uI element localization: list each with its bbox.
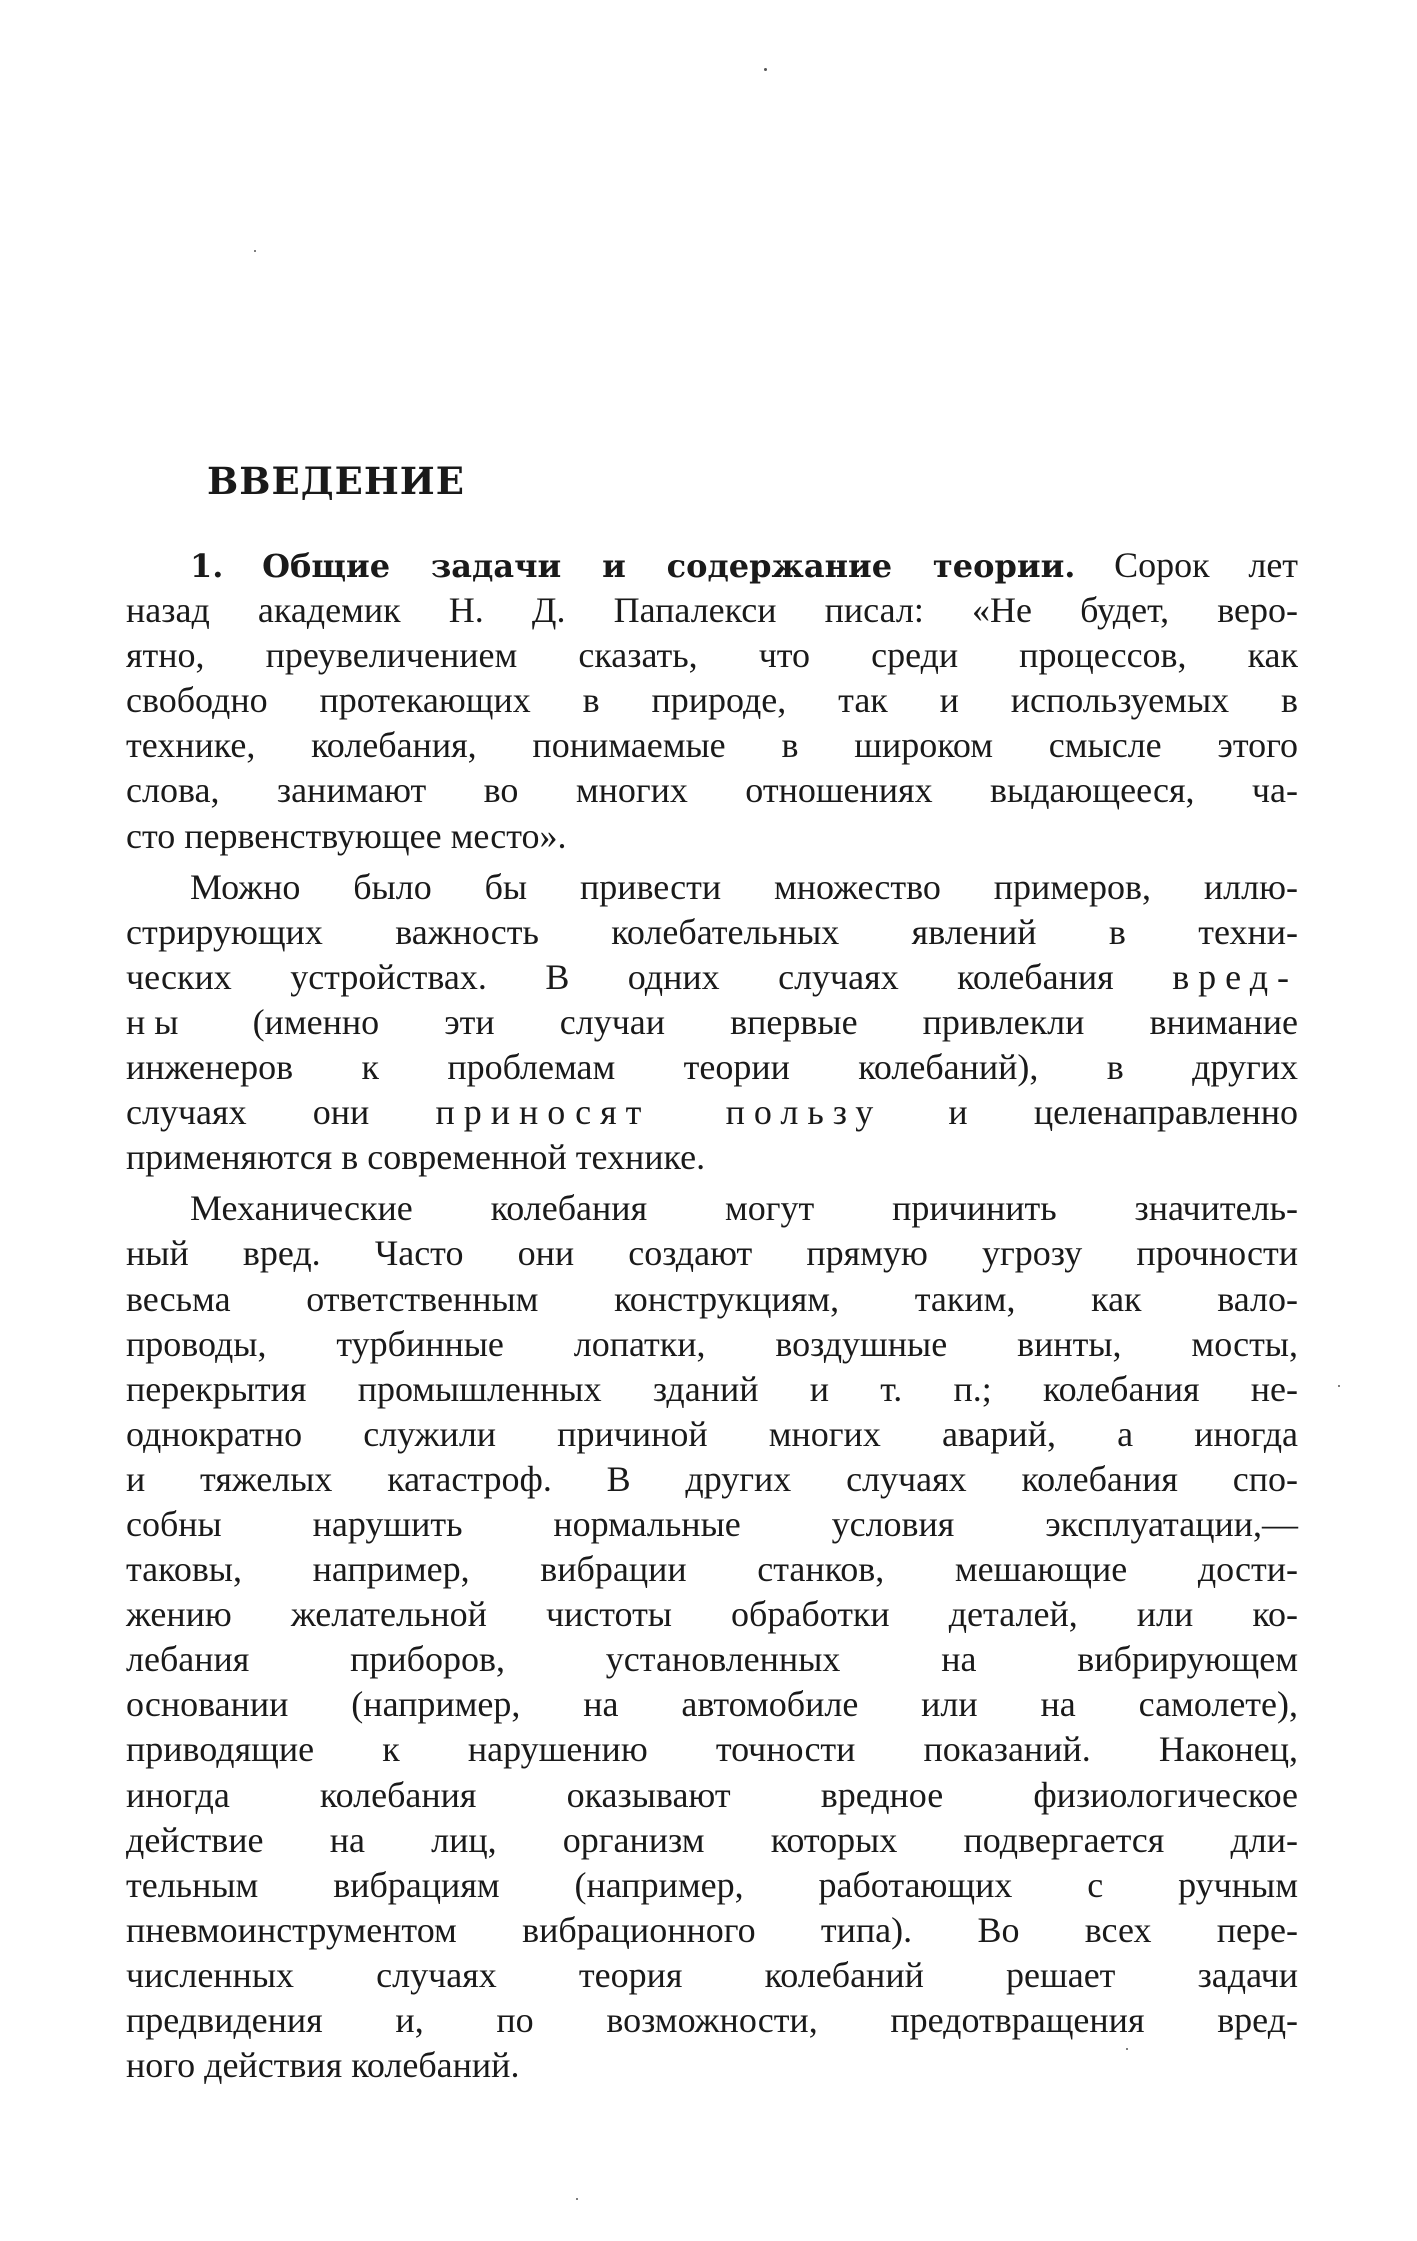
emphasis-harmful-cont: ны (126, 1001, 188, 1042)
text-line: тельным вибрациям (например, работающих с ручным (126, 1864, 1298, 1905)
text-line: инженеров к проблемам теории колебаний), в других (126, 1047, 1298, 1088)
text-line (126, 543, 1298, 588)
text-line: и тяжелых катастроф. В других случаях колебания спо- (126, 1458, 1298, 1499)
emphasis-harmful: вред- (1172, 956, 1298, 997)
text-line: стрирующих важность колебательных явлений в техни- (126, 911, 1298, 952)
text-line: свободно протекающих в природе, так и используемых в (126, 680, 1298, 721)
text-line: Механические колебания могут причинить значитель- (190, 1188, 1298, 1229)
paragraph-3 (126, 1186, 1298, 2088)
text-line: перекрытия промышленных зданий и т. п.; колебания не- (126, 1368, 1298, 1409)
text-line: приводящие к нарушению точности показаний. Наконец, (126, 1729, 1298, 1770)
text-fragment: и целенаправленно (948, 1092, 1299, 1133)
text-line: действие на лиц, организм которых подвергается дли- (126, 1819, 1298, 1860)
section-title: Общие задачи и содержание теории. (262, 547, 1076, 585)
text-line: предвидения и, по возможности, предотвращения вред- (126, 2000, 1298, 2040)
book-page (126, 0, 1298, 2241)
section-number: 1. (190, 547, 224, 585)
scan-speck (576, 2198, 578, 2200)
text-line: ятно, преувеличением сказать, что среди процессов, как (126, 635, 1298, 676)
text-line: ный вред. Часто они создают прямую угрозу прочности (126, 1233, 1298, 1274)
text-line: пневмоинструментом вибрационного типа). Во всех пере- (126, 1909, 1298, 1950)
paragraph-2 (126, 865, 1298, 1181)
body-text (126, 543, 1298, 2088)
text-line: весьма ответственным конструкциям, таким, как вало- (126, 1278, 1298, 1319)
text-fragment: ческих устройствах. В одних случаях колебания (126, 956, 1114, 997)
scan-speck (254, 250, 256, 252)
text-line: основании (например, на автомобиле или на самолете), (126, 1684, 1298, 1725)
text-line: сто первенствующее место». (126, 815, 567, 856)
text-line (126, 1090, 1298, 1135)
text-fragment: Сорок лет (1114, 545, 1299, 585)
scan-speck (1338, 1385, 1340, 1387)
emphasis-useful: приносят пользу (435, 1092, 883, 1133)
text-line (126, 955, 1298, 1000)
scan-speck (764, 68, 767, 71)
text-line: численных случаях теория колебаний решает задачи (126, 1954, 1298, 1995)
text-line: технике, колебания, понимаемые в широком смысле этого (126, 725, 1298, 766)
text-line: иногда колебания оказывают вредное физиологическое (126, 1774, 1298, 1815)
text-line: проводы, турбинные лопатки, воздушные винты, мосты, (126, 1323, 1298, 1364)
text-line: Можно было бы привести множество примеров, иллю- (190, 866, 1298, 907)
text-fragment: случаях они (126, 1092, 370, 1133)
chapter-heading: ВВЕДЕНИЕ (207, 459, 465, 503)
text-line: однократно служили причиной многих аварий, а иногда (126, 1413, 1298, 1454)
text-fragment: (именно эти случаи впервые привлекли внимание (252, 1001, 1299, 1042)
text-line: жению желательной чистоты обработки деталей, или ко- (126, 1594, 1298, 1635)
text-line: таковы, например, вибрации станков, мешающие дости- (126, 1549, 1298, 1590)
paragraph-1 (126, 543, 1298, 859)
text-line: слова, занимают во многих отношениях выдающееся, ча- (126, 770, 1298, 811)
text-line: ного действия колебаний. (126, 2045, 520, 2086)
text-line: назад академик Н. Д. Папалекси писал: «Не будет, веро- (126, 590, 1298, 631)
text-line (126, 1000, 1298, 1045)
text-line: лебания приборов, установленных на вибрирующем (126, 1639, 1298, 1680)
text-line: собны нарушить нормальные условия эксплуатации,— (126, 1503, 1298, 1544)
text-line: применяются в современной технике. (126, 1137, 706, 1178)
